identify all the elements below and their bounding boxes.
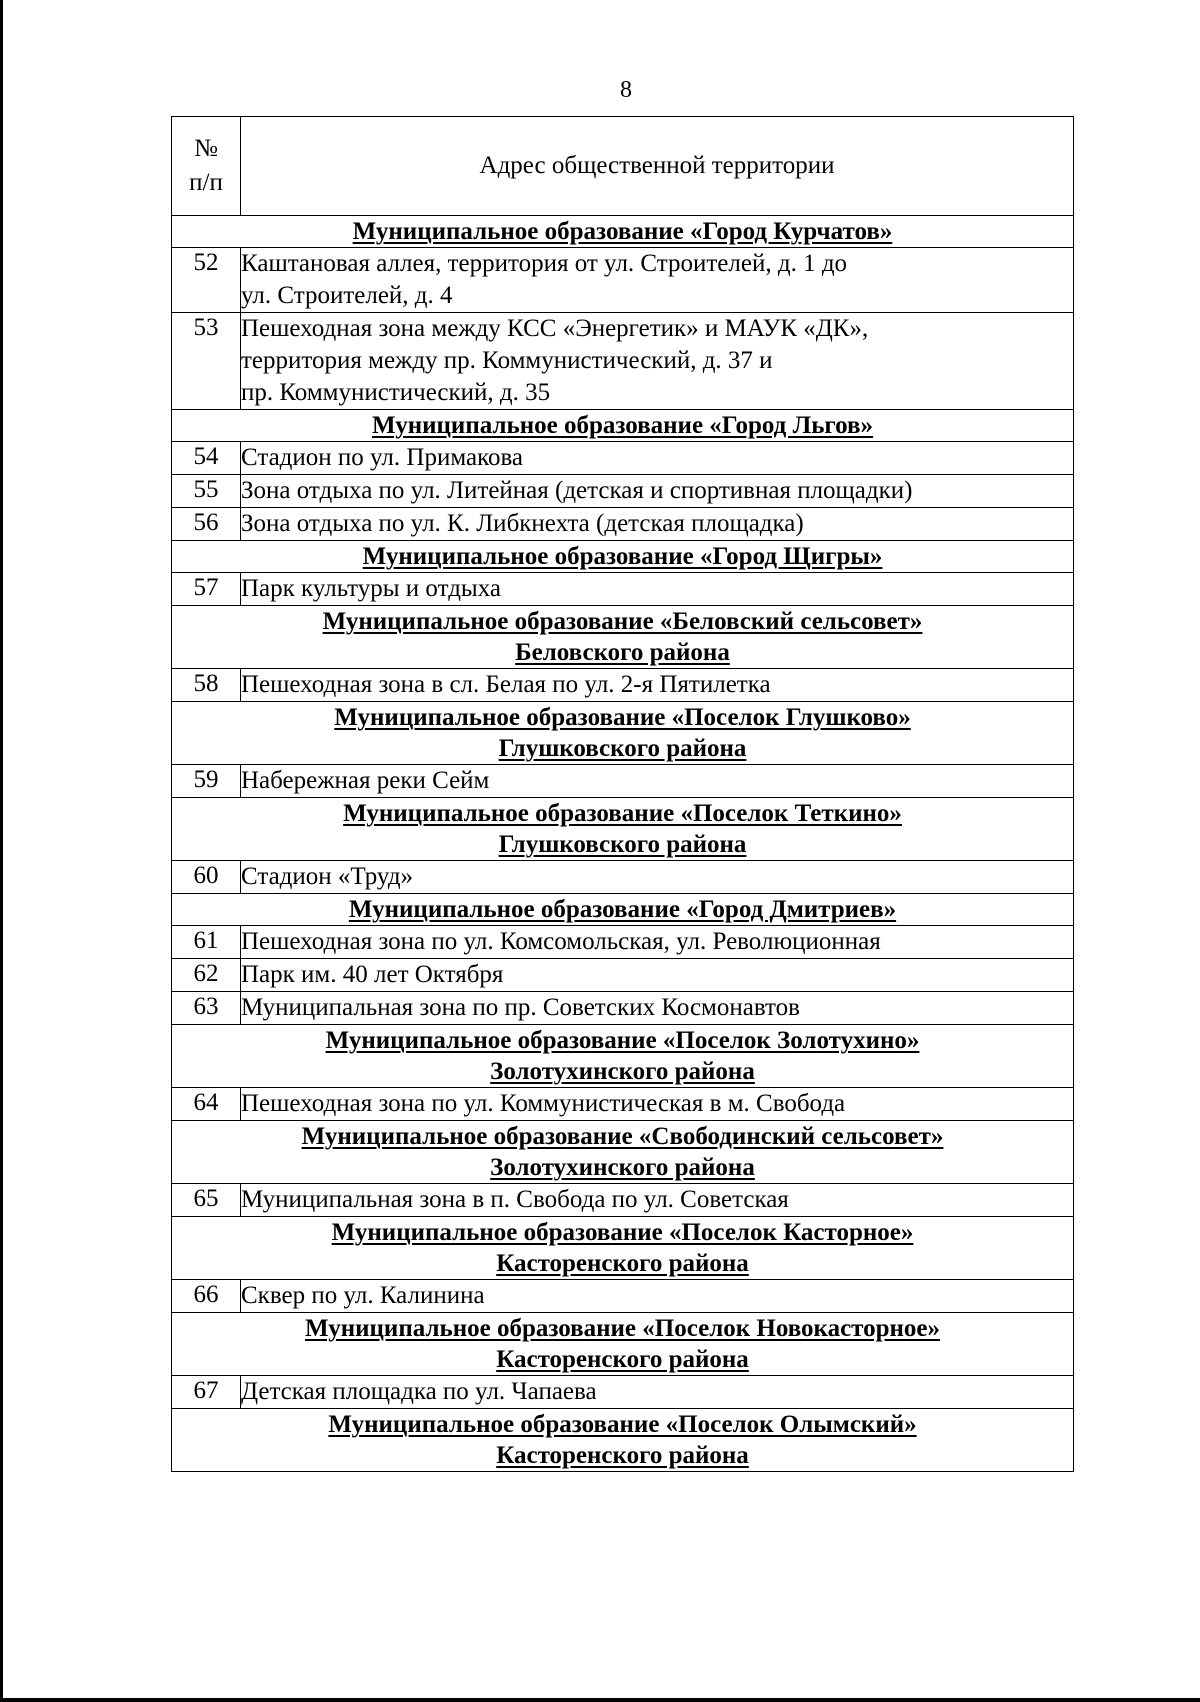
- address-line: Зона отдыха по ул. К. Либкнехта (детская площадка): [241, 510, 804, 537]
- table-row: [172, 861, 1074, 894]
- territory-address: [241, 475, 1074, 508]
- row-number: 67: [172, 1376, 241, 1409]
- municipality-heading-line: Касторенского района: [496, 1442, 749, 1469]
- table-row: [172, 669, 1074, 702]
- municipality-heading-line: Муниципальное образование «Поселок Глушково»: [334, 704, 911, 731]
- municipality-heading: [172, 216, 1074, 248]
- address-line: Муниципальная зона по пр. Советских Космонавтов: [241, 994, 800, 1021]
- municipality-heading-line: Муниципальное образование «Поселок Олымский»: [328, 1411, 917, 1438]
- municipality-heading: [172, 1121, 1074, 1184]
- municipality-group-row: [172, 541, 1074, 573]
- municipality-heading: [172, 1409, 1074, 1472]
- table-row: [172, 1088, 1074, 1121]
- row-number: 55: [172, 475, 241, 508]
- row-number: 64: [172, 1088, 241, 1121]
- municipality-heading: [172, 1313, 1074, 1376]
- table-header-row: [172, 117, 1074, 216]
- municipality-heading: [172, 606, 1074, 669]
- scan-border-left: [0, 0, 3, 1702]
- municipality-heading-line: Муниципальное образование «Свободинский сельсовет»: [301, 1123, 944, 1150]
- municipality-heading-line: Муниципальное образование «Город Льгов»: [371, 412, 874, 439]
- territory-address: [241, 765, 1074, 798]
- municipality-heading-line: Муниципальное образование «Поселок Касторное»: [331, 1219, 914, 1246]
- address-line: Набережная реки Сейм: [241, 767, 490, 794]
- address-line: Пешеходная зона между КСС «Энергетик» и МАУК «ДК»,: [241, 315, 869, 342]
- municipality-heading-line: Глушковского района: [498, 735, 747, 762]
- row-number: 62: [172, 959, 241, 992]
- territory-address: [241, 926, 1074, 959]
- address-line: Стадион по ул. Примакова: [241, 444, 524, 471]
- municipality-group-row: [172, 1409, 1074, 1472]
- address-line: пр. Коммунистический, д. 35: [241, 379, 551, 406]
- table-row: [172, 1280, 1074, 1313]
- municipality-group-row: [172, 702, 1074, 765]
- municipality-heading-line: Муниципальное образование «Поселок Теткино»: [343, 800, 902, 827]
- table-row: [172, 248, 1074, 313]
- table-row: [172, 1184, 1074, 1217]
- address-line: ул. Строителей, д. 4: [241, 282, 453, 309]
- municipality-heading-line: Касторенского района: [496, 1250, 749, 1277]
- address-line: Стадион «Труд»: [241, 863, 414, 890]
- municipality-heading: [172, 894, 1074, 926]
- municipality-heading: [172, 541, 1074, 573]
- table-row: [172, 1376, 1074, 1409]
- header-address-cell: Адрес общественной территории: [241, 117, 1074, 216]
- territory-address: [241, 442, 1074, 475]
- table-row: [172, 926, 1074, 959]
- table-row: [172, 313, 1074, 410]
- scan-border-bottom: [0, 1698, 1200, 1702]
- row-number: 52: [172, 248, 241, 313]
- municipality-heading-line: Муниципальное образование «Город Щигры»: [362, 543, 883, 570]
- municipality-group-row: [172, 1217, 1074, 1280]
- territory-address: [241, 1280, 1074, 1313]
- municipality-group-row: [172, 894, 1074, 926]
- row-number: 54: [172, 442, 241, 475]
- address-line: территория между пр. Коммунистический, д. 37 и: [241, 347, 773, 374]
- municipality-heading-line: Муниципальное образование «Поселок Золотухино»: [325, 1027, 920, 1054]
- municipality-heading-line: Муниципальное образование «Беловский сельсовет»: [322, 608, 923, 635]
- municipality-heading-line: Глушковского района: [498, 831, 747, 858]
- table-row: [172, 765, 1074, 798]
- municipality-group-row: [172, 606, 1074, 669]
- address-line: Парк им. 40 лет Октября: [241, 961, 504, 988]
- territory-address: [241, 669, 1074, 702]
- table-row: [172, 959, 1074, 992]
- address-line: Пешеходная зона по ул. Комсомольская, ул. Революционная: [241, 928, 881, 955]
- municipality-group-row: [172, 798, 1074, 861]
- row-number: 66: [172, 1280, 241, 1313]
- territory-address: [241, 313, 1074, 410]
- row-number: 65: [172, 1184, 241, 1217]
- municipality-heading: [172, 1217, 1074, 1280]
- row-number: 61: [172, 926, 241, 959]
- municipality-heading: [172, 1025, 1074, 1088]
- row-number: 59: [172, 765, 241, 798]
- territory-address: [241, 508, 1074, 541]
- row-number: 57: [172, 573, 241, 606]
- municipality-heading-line: Касторенского района: [496, 1346, 749, 1373]
- municipality-heading-line: Беловского района: [515, 639, 730, 666]
- municipality-group-row: [172, 410, 1074, 442]
- row-number: 60: [172, 861, 241, 894]
- header-number-cell: [172, 117, 241, 216]
- address-line: Пешеходная зона в сл. Белая по ул. 2-я Пятилетка: [241, 671, 771, 698]
- territory-address: [241, 992, 1074, 1025]
- address-line: Сквер по ул. Калинина: [241, 1282, 485, 1309]
- territory-address: [241, 1184, 1074, 1217]
- row-number: 56: [172, 508, 241, 541]
- table-row: [172, 508, 1074, 541]
- address-line: Муниципальная зона в п. Свобода по ул. Советская: [241, 1186, 789, 1213]
- address-line: Детская площадка по ул. Чапаева: [241, 1378, 597, 1405]
- municipality-heading: [172, 702, 1074, 765]
- header-number-abbrev: п/п: [189, 169, 223, 196]
- municipality-group-row: [172, 1121, 1074, 1184]
- territory-table: [171, 116, 1074, 1472]
- municipality-heading-line: Золотухинского района: [490, 1154, 755, 1181]
- address-line: Зона отдыха по ул. Литейная (детская и спортивная площадки): [241, 477, 913, 504]
- territory-address: [241, 1088, 1074, 1121]
- territory-address: [241, 573, 1074, 606]
- address-line: Каштановая аллея, территория от ул. Строителей, д. 1 до: [241, 250, 848, 277]
- municipality-heading: [172, 410, 1074, 442]
- row-number: 58: [172, 669, 241, 702]
- table-row: [172, 992, 1074, 1025]
- table-row: [172, 475, 1074, 508]
- municipality-heading: [172, 798, 1074, 861]
- address-line: Парк культуры и отдыха: [241, 575, 501, 602]
- territory-address: [241, 861, 1074, 894]
- municipality-heading-line: Муниципальное образование «Город Курчатов»: [352, 218, 893, 245]
- territory-address: [241, 248, 1074, 313]
- table-row: [172, 442, 1074, 475]
- header-number-sign: №: [194, 135, 218, 162]
- address-line: Пешеходная зона по ул. Коммунистическая в м. Свобода: [241, 1090, 846, 1117]
- territory-address: [241, 1376, 1074, 1409]
- municipality-heading-line: Муниципальное образование «Поселок Новокасторное»: [304, 1315, 941, 1342]
- table-body: [172, 216, 1074, 1472]
- page-number: 8: [620, 77, 632, 103]
- municipality-heading-line: Золотухинского района: [490, 1058, 755, 1085]
- municipality-group-row: [172, 1025, 1074, 1088]
- table-row: [172, 573, 1074, 606]
- row-number: 53: [172, 313, 241, 410]
- row-number: 63: [172, 992, 241, 1025]
- municipality-heading-line: Муниципальное образование «Город Дмитриев»: [348, 896, 897, 923]
- municipality-group-row: [172, 1313, 1074, 1376]
- territory-address: [241, 959, 1074, 992]
- municipality-group-row: [172, 216, 1074, 248]
